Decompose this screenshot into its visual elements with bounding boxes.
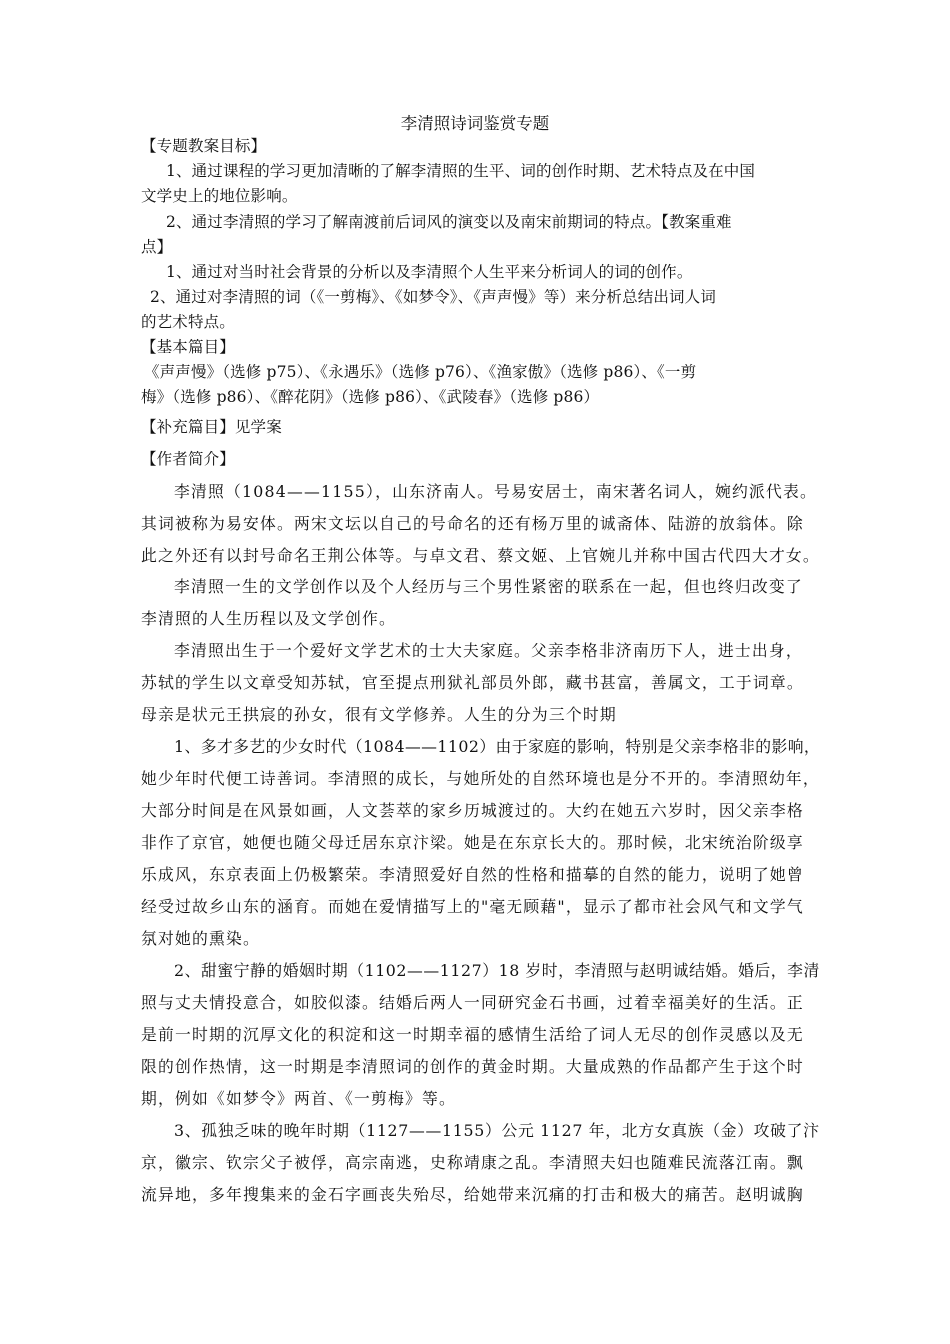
paragraph-line: 照与丈夫情投意合，如胶似漆。结婚后两人一同研究金石书画，过着幸福美好的生活。正 — [141, 993, 804, 1012]
paragraph-line: 李清照一生的文学创作以及个人经历与三个男性紧密的联系在一起，但也终归改变了 — [174, 577, 803, 596]
paragraph-line: 期，例如《如梦令》两首、《一剪梅》等。 — [141, 1089, 457, 1108]
paragraph-line: 梅》（选修 p86）、《醉花阴》（选修 p86）、《武陵春》（选修 p86） — [141, 388, 600, 406]
paragraph-line: 母亲是状元王拱宸的孙女，很有文学修养。人生的分为三个时期 — [141, 705, 617, 724]
paragraph-line: 点】 — [141, 238, 173, 256]
paragraph-line: 《声声慢》（选修 p75）、《永遇乐》（选修 p76）、《渔家傲》（选修 p86）、《一剪 — [144, 363, 697, 381]
paragraph-line: 2、甜蜜宁静的婚姻时期（1102——1127）18 岁时，李清照与赵明诚结婚。婚后，李清 — [174, 961, 820, 980]
paragraph-line: 1、通过课程的学习更加清晰的了解李清照的生平、词的创作时期、艺术特点及在中国 — [166, 162, 756, 180]
paragraph-line: 其词被称为易安体。两宋文坛以自己的号命名的还有杨万里的诚斋体、陆游的放翁体。除 — [141, 514, 804, 533]
section-heading-author-intro: 【作者简介】 — [141, 450, 235, 468]
paragraph-line: 2、通过李清照的学习了解南渡前后词风的演变以及南宋前期词的特点。【教案重难 — [166, 213, 732, 231]
paragraph-line: 苏轼的学生以文章受知苏轼，官至提点刑狱礼部员外郎，藏书甚富，善属文，工于词章。 — [141, 673, 804, 692]
paragraph-line: 李清照出生于一个爱好文学艺术的士大夫家庭。父亲李格非济南历下人，进士出身， — [174, 641, 803, 660]
paragraph-line: 此之外还有以封号命名王荆公体等。与卓文君、蔡文姬、上官婉儿并称中国古代四大才女。 — [141, 546, 820, 565]
paragraph-line: 3、孤独乏味的晚年时期（1127——1155）公元 1127 年，北方女真族（金）攻破了汴 — [174, 1121, 820, 1140]
paragraph-line: 李清照（1084——1155），山东济南人。号易安居士，南宋著名词人，婉约派代表。 — [174, 482, 818, 501]
paragraph-line: 流异地，多年搜集来的金石字画丧失殆尽，给她带来沉痛的打击和极大的痛苦。赵明诚胸 — [141, 1185, 804, 1204]
paragraph-line: 1、通过对当时社会背景的分析以及李清照个人生平来分析词人的词的创作。 — [166, 263, 693, 281]
section-heading-objectives: 【专题教案目标】 — [141, 137, 267, 155]
paragraph-line: 限的创作热情，这一时期是李清照词的创作的黄金时期。大量成熟的作品都产生于这个时 — [141, 1057, 804, 1076]
paragraph-line: 大部分时间是在风景如画，人文荟萃的家乡历城渡过的。大约在她五六岁时，因父亲李格 — [141, 801, 804, 820]
paragraph-line: 京，徽宗、钦宗父子被俘，高宗南逃，史称靖康之乱。李清照夫妇也随难民流落江南。飘 — [141, 1153, 804, 1172]
paragraph-line: 是前一时期的沉厚文化的积淀和这一时期幸福的感情生活给了词人无尽的创作灵感以及无 — [141, 1025, 804, 1044]
document-title: 李清照诗词鉴赏专题 — [400, 114, 550, 133]
paragraph-line: 的艺术特点。 — [141, 313, 235, 331]
paragraph-line: 1、多才多艺的少女时代（1084——1102）由于家庭的影响，特别是父亲李格非的影响， — [174, 737, 821, 756]
paragraph-line: 李清照的人生历程以及文学创作。 — [141, 609, 396, 628]
paragraph-line: 2、通过对李清照的词（《一剪梅》、《如梦令》、《声声慢》等）来分析总结出词人词 — [150, 288, 716, 306]
paragraph-line: 她少年时代便工诗善词。李清照的成长，与她所处的自然环境也是分不开的。李清照幼年， — [141, 769, 820, 788]
paragraph-line: 经受过故乡山东的涵育。而她在爱情描写上的"毫无顾藉"，显示了都市社会风气和文学气 — [141, 897, 804, 916]
section-heading-supplementary: 【补充篇目】见学案 — [141, 418, 282, 436]
paragraph-line: 氛对她的熏染。 — [141, 929, 260, 948]
paragraph-line: 非作了京官，她便也随父母迁居东京汴梁。她是在东京长大的。那时候，北宋统治阶级享 — [141, 833, 804, 852]
section-heading-basic-works: 【基本篇目】 — [141, 338, 235, 356]
paragraph-line: 文学史上的地位影响。 — [141, 187, 298, 205]
paragraph-line: 乐成风，东京表面上仍极繁荣。李清照爱好自然的性格和描摹的自然的能力，说明了她曾 — [141, 865, 804, 884]
